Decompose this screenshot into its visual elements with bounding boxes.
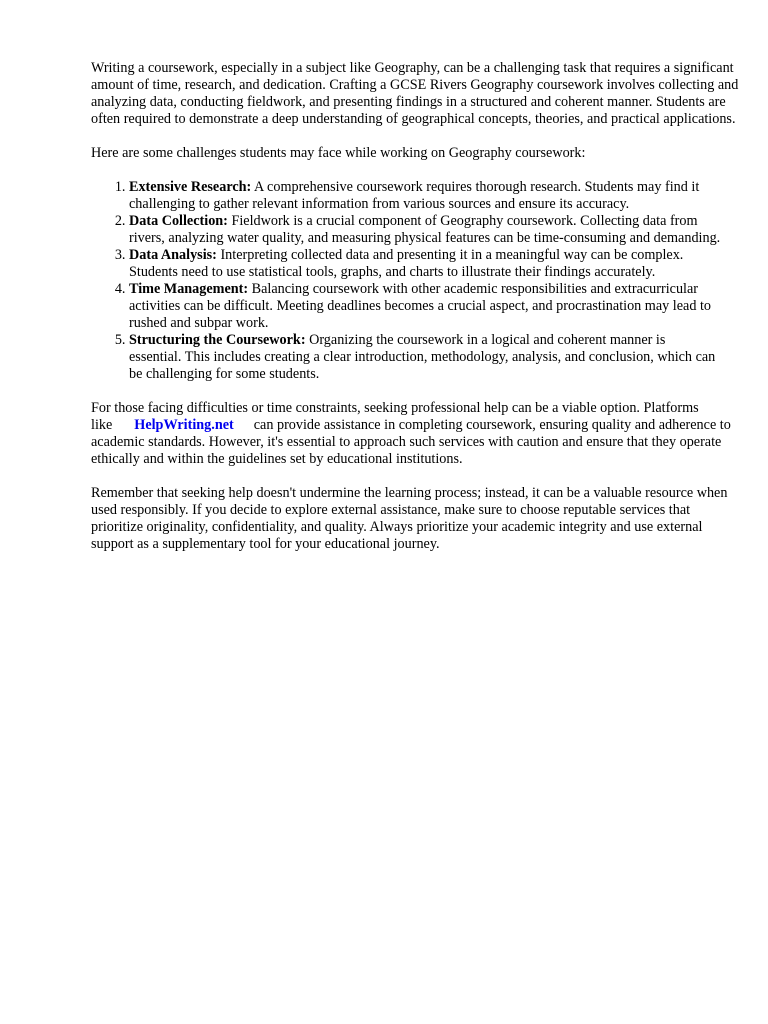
list-item-term: Time Management: <box>129 281 249 297</box>
list-item-term: Data Collection: <box>129 213 228 229</box>
challenges-list <box>91 179 741 383</box>
list-item-text: Fieldwork is a crucial component of Geography coursework. Collecting data from rivers, analyzing water quality, and measuring physical features can be time-consuming and demanding. <box>129 213 721 246</box>
intro-paragraph: Writing a coursework, especially in a subject like Geography, can be a challenging task that requires a significant amount of time, research, and dedication. Crafting a GCSE Rivers Geography coursework involves collecting and analyzing data, conducting fieldwork, and presenting findings in a structured and coherent manner. Students are often required to demonstrate a deep understanding of geographical concepts, theories, and practical applications. <box>91 60 739 127</box>
document-page <box>91 60 741 570</box>
list-item <box>129 179 721 213</box>
list-item-term: Data Analysis: <box>129 247 217 263</box>
list-item-term: Structuring the Coursework: <box>129 332 306 348</box>
help-text-before: For those facing difficulties or time constraints, seeking professional help can be a viable option. Platforms like <box>91 400 699 433</box>
helpwriting-link[interactable]: HelpWriting.net <box>134 417 234 433</box>
challenges-intro: Here are some challenges students may face while working on Geography coursework: <box>91 145 586 161</box>
list-item <box>129 247 721 281</box>
list-item <box>129 213 721 247</box>
help-text-after: can provide assistance in completing coursework, ensuring quality and adherence to academic standards. However, it's essential to approach such services with caution and ensure that they operate ethically and within the guidelines set by educational institutions. <box>91 417 731 467</box>
list-item-text: A comprehensive coursework requires thorough research. Students may find it challenging to gather relevant information from various sources and ensure its accuracy. <box>129 179 700 212</box>
list-item-term: Extensive Research: <box>129 179 252 195</box>
list-item <box>129 332 721 383</box>
list-item <box>129 281 721 332</box>
closing-paragraph: Remember that seeking help doesn't undermine the learning process; instead, it can be a valuable resource when used responsibly. If you decide to explore external assistance, make sure to choose reputable services that prioritize originality, confidentiality, and quality. Always prioritize your academic integrity and use external support as a supplementary tool for your educational journey. <box>91 485 728 552</box>
list-item-text: Organizing the coursework in a logical and coherent manner is essential. This includes creating a clear introduction, methodology, analysis, and conclusion, which can be challenging for some students. <box>129 332 716 382</box>
list-item-text: Interpreting collected data and presenting it in a meaningful way can be complex. Students need to use statistical tools, graphs, and charts to illustrate their findings accurately. <box>129 247 684 280</box>
list-item-text: Balancing coursework with other academic responsibilities and extracurricular activities can be difficult. Meeting deadlines becomes a crucial aspect, and procrastination may lead to rushed and subpar work. <box>129 281 711 331</box>
help-paragraph <box>91 400 741 468</box>
